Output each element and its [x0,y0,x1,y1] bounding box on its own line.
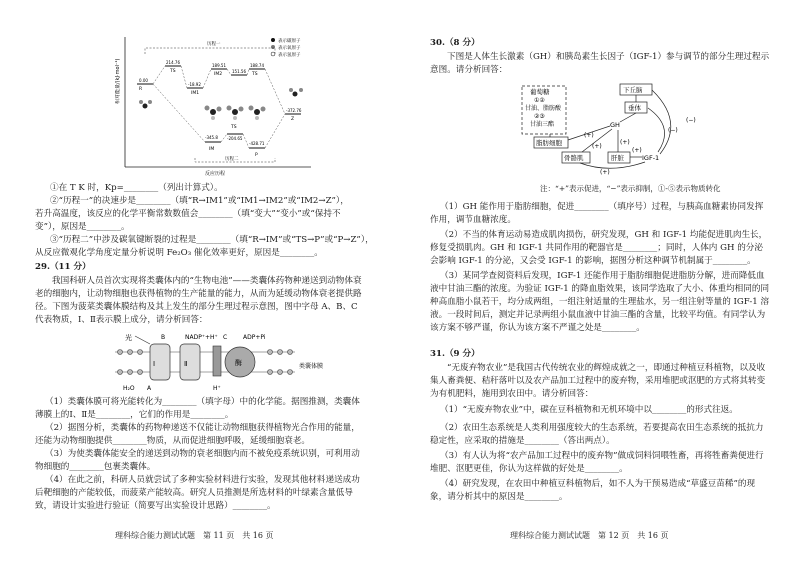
energy-ts2-a: 151.56 [232,69,246,74]
box-arrows1: ①② [534,97,545,104]
page-right [400,0,800,566]
q29-item1: （1）类囊体膜可将光能转化为________（填字母）中的化学能。据图推测，类囊体薄膜上的Ⅰ、Ⅱ是________，它们的作用是________。 [35,397,360,420]
left-footer: 理科综合能力测试试题 第 11 页 共 16 页 [115,531,274,540]
q30-item1: （1）GH 能作用于脂肪细胞，促进________（填序号）过程，与胰高血糖素协同发挥作用，调节血糖浓度。 [430,202,764,225]
state-im: IM [209,147,215,152]
sign-5: (+) [620,139,630,146]
q31-item1: （1）“无废弃物农业”中，碳在豆科植物和无机环境中以________的形式往返。 [440,405,738,415]
label-enzyme: 酶 [235,359,242,367]
label-adp: ADP+Pi [243,334,266,341]
energy-profile-figure [115,32,315,180]
state-ts1: TS [170,69,176,74]
label-a: A [147,385,152,392]
label-hplus: H⁺ [213,385,221,392]
q28-part3: ③“历程二”中涉及碳氧键断裂的过程是________（填“R→IM”或“TS→P”或“P→Z”）， [50,235,374,245]
energy-p: -428.71 [249,141,265,146]
energy-ts2-b: 188.74 [250,63,264,68]
energy-im1: -18.92 [188,82,201,87]
legend-hydrogen: 表示氢原子 [278,53,301,58]
igf1-label: IGF-1 [642,154,660,162]
box-arrows2: ②③ [534,113,545,120]
state-p: P [255,153,258,158]
energy-im2: 189.51 [212,63,226,68]
hormone-regulation-figure [500,82,720,177]
photosystem-ii-protein [180,344,200,380]
hydrogen-legend-marker [271,52,275,56]
energy-im: -345.8 [205,135,218,140]
sign-6: (+) [600,169,610,176]
label-ii: Ⅱ [184,360,188,368]
channel-protein [213,346,221,376]
legend-carbon: 表示碳原子 [278,39,301,44]
thylakoid-membrane-figure [95,330,345,392]
q28-part2: ②“历程一”的决速步是________（填“R→IM1”或“IM1→IM2”或“IM2→Z”）， [50,196,349,206]
q30-intro: 下图是人体生长激素（GH）和胰岛素生长因子（IGF-1）参与调节的部分生理过程示意图。请分析回答： [430,52,770,75]
q28-part1: ①在 T K 时，Kp=________（列出计算式）。 [50,183,223,193]
label-i: Ⅰ [153,360,156,368]
sign-2: (−) [668,127,678,134]
sign-4: (+) [592,143,602,150]
box-glucose: 葡萄糖 [530,88,550,96]
reaction-axis-label: 反应历程 [204,171,226,177]
label-c: C [223,334,228,341]
q28-part2-cont: 若升高温度，该反应的化学平衡常数数值会________（填“变大”“变小”或“保持不 [35,209,341,219]
energy-r: 0.00 [139,78,148,83]
q31-intro: “无废弃物农业”是我国古代传统农业的辉煌成就之一，即通过种植豆科植物，以及收集人畜粪便、秸秆落叶以及农产品加工过程中的废弃物，采用堆肥或沤肥的方式将其转变为有机肥料，施用到农田中。请分析回答： [430,363,766,399]
label-water: H₂O [123,385,135,392]
q28-part3-cont: 从反应微观化学角度定量分析说明 Fe₂O₃ 催化效率更好，原因是________。 [35,248,323,258]
light-arrow [135,336,150,344]
energy-axis-label: 相对能量/(kJ·mol⁻¹) [115,58,121,104]
gh-label: GH [610,121,620,129]
q29-item2: （2）据图分析，类囊体的药物种递送不仅能让动物细胞获得植物光合作用的能量，还能为动物细胞提供________物质，从而促进细胞呼吸，延缓细胞衰老。 [35,423,360,446]
label-b: B [161,334,166,341]
label-membrane: 类囊体膜 [299,363,324,370]
energy-ts3: -204.65 [227,136,243,141]
legend-oxygen: 表示氧原子 [278,46,301,51]
membrane-bilayer [115,350,295,375]
label-light: 光 [125,334,132,342]
q31-item4: （4）研究发现，在农田中种植豆科植物后，如不人为干预易造成“草盛豆苗稀”的现象，请分析其中的原因是________。 [430,479,756,502]
q31-item3: （3）有人认为将“农产品加工过程中的废弃物”做成饲料饲喂牲畜，再将牲畜粪便进行堆肥、沤肥更佳，你认为这样做的好处是________。 [430,451,764,474]
sign-3: (+) [584,132,594,139]
state-im1: IM1 [191,91,200,96]
label-nadp: NADP⁺+H⁺ [185,334,218,341]
energy-z: -372.76 [286,108,302,113]
figure-note: 注：“+”表示促进，“−”表示抑制，①-⑤表示物质转化 [540,184,721,193]
hypothalamus-label: 下丘脑 [623,86,643,94]
skeletal-muscle-label: 骨骼肌 [564,154,584,162]
state-z: Z [291,117,295,122]
state-ts2: TS [252,72,258,77]
q29-item4: （4）在此之前，科研人员就尝试了多种实验材料进行实验，发现其他材料递送成功后靶细胞的产能较低，而菠菜产能较高。研究人员推测是所选材料的叶绿素含量低导致，请设计实验进行验证（简要写出实验设计思路）________。 [35,475,360,511]
q29-title: 29.（11 分） [35,262,91,272]
state-r: R [139,87,143,92]
box-fatty-acid: 甘油、脂肪酸 [525,105,562,112]
carbon-legend-marker [271,38,275,42]
q29-item3: （3）为使类囊体能安全的递送到动物的衰老细胞内而不被免疫系统识别，可利用动物细胞的________包裹类囊体。 [35,449,360,472]
sign-1: (−) [686,117,696,124]
state-im2: IM2 [214,72,223,77]
q29-intro: 我国科研人员首次实现将类囊体内的“生物电池”——类囊体药物种递送到动物体衰老的细胞内，让动物细胞也获得植物的生产能量的能力，从而为延缓动物体衰老提供路径。下图为菠菜类囊体膜结构及其上发生的部分生理过程示意图，图中字母 A、B、C 代表物质，Ⅰ、Ⅱ表示膜上成分，请分析回答： [35,276,362,325]
q30-title: 30.（8 分） [430,38,480,48]
q30-item2: （2）不当的体育运动易造成肌肉损伤，研究发现，GH 和 IGF-1 均能促进肌肉生长，修复受损肌肉。GH 和 IGF-1 共同作用的靶器官是________；同时，人体内 GH 的分泌会影响 IGF-1 的分泌，又会受 IGF-1 的影响，据图分析这种调节机制属于________。 [430,230,768,266]
oxygen-legend-marker [271,45,275,49]
q28-part2-end: 变”），原因是________。 [35,222,130,232]
sign-7: (+) [632,147,642,154]
liver-label: 肝脏 [611,154,624,162]
adipocyte-label: 脂肪细胞 [536,139,562,147]
q31-title: 31.（9 分） [430,349,480,359]
process2-label: 历程二 [225,157,239,162]
process1-label: 历程一 [207,42,221,47]
energy-ts1: 214.76 [166,60,180,65]
box-triglyceride: 甘油三酯 [530,121,555,128]
state-ts3: TS [231,125,237,130]
right-footer: 理科综合能力测试试题 第 12 页 共 16 页 [510,531,669,540]
q30-item3: （3）某同学查阅资料后发现，IGF-1 还能作用于脂肪细胞促进脂肪分解，进而降低血液中甘油三酯的浓度。为验证 IGF-1 的降血脂效果，该同学选取了大小、体重均相同的同种高血脂小鼠若干，均分成两组，一组注射适量的生理盐水，另一组注射等量的 IGF-1 溶液。一段时间后，测定并记录两组小鼠血液中甘油三酯的含量，比较平均值。有同学认为该方案不够严谨，你认为该方案不严谨之处是________。 [430,271,770,333]
q31-item2: （2）农田生态系统是人类利用强度较大的生态系统，若要提高农田生态系统的抵抗力稳定性，应采取的措施是________（答出两点）。 [430,423,764,446]
pituitary-label: 垂体 [628,104,641,112]
